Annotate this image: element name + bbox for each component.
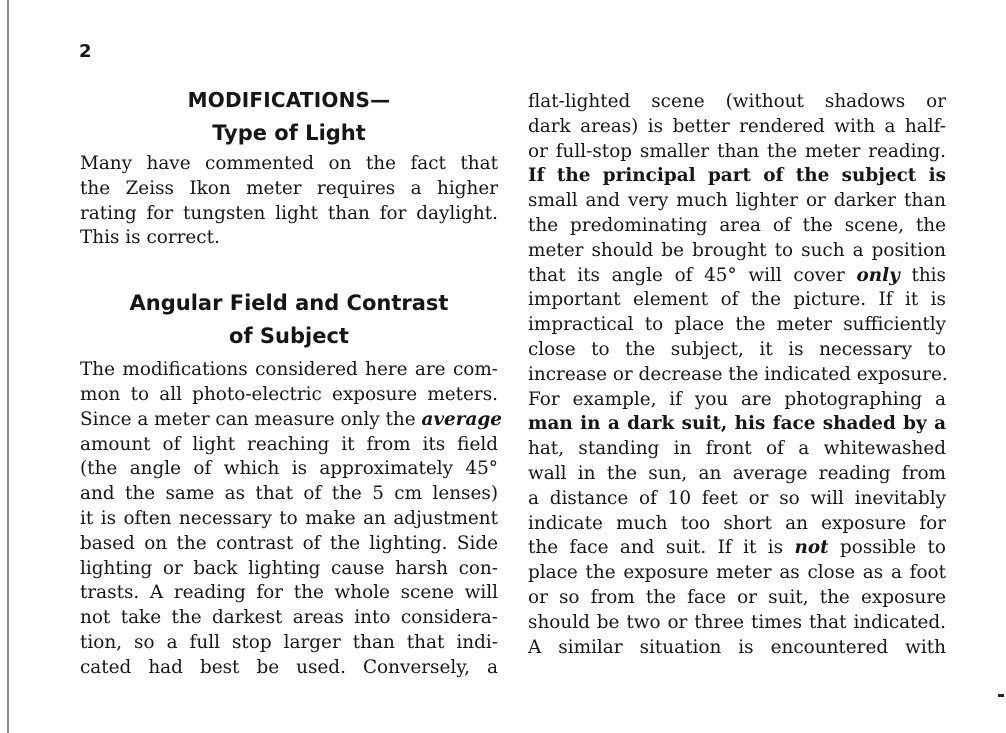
text-run: possible to (828, 537, 946, 559)
text-line-bold: man in a dark suit, his face shaded by a (528, 413, 946, 435)
text-line: The modifications considered here are com- (80, 359, 498, 381)
text-line: meter should be brought to such a position (528, 239, 946, 261)
text-line: trasts. A reading for the whole scene will (80, 582, 498, 604)
text-line: not take the darkest areas into considera- (80, 607, 498, 629)
left-column (80, 84, 502, 681)
text-line: indicate much too short an exposure for (528, 512, 946, 534)
text-run: this (899, 264, 946, 286)
text-line: impractical to place the meter sufficiently (528, 314, 946, 336)
text-line: and the same as that of the 5 cm lenses) (80, 483, 498, 505)
text-line-bold: If the principal part of the subject is (528, 165, 946, 187)
text-line: (the angle of which is approximately 45° (80, 458, 498, 480)
emphasized-word: average (421, 408, 502, 430)
text-line: flat-lighted scene (without shadows or (528, 91, 946, 112)
text-line: wall in the sun, an average reading from (528, 462, 946, 484)
text-line: the Zeiss Ikon meter requires a higher (80, 177, 498, 199)
paragraph-continuation (528, 90, 946, 660)
scan-corner-mark (998, 694, 1004, 697)
text-line (528, 264, 946, 289)
text-line: A similar situation is encountered with (528, 636, 946, 658)
text-line: amount of light reaching it from its field (80, 433, 498, 455)
text-line: or so from the face or suit, the exposure (528, 586, 946, 608)
text-line: close to the subject, it is necessary to (528, 338, 946, 360)
emphasized-word: only (856, 264, 900, 286)
text-line: mon to all photo-electric exposure meters. (80, 383, 498, 405)
section-heading-angular-field: Angular Field and Contrast (129, 291, 449, 316)
text-line: dark areas) is better rendered with a half- (528, 115, 946, 137)
text-run: that its angle of 45° will cover (528, 264, 857, 286)
paragraph-modifications (80, 358, 502, 680)
text-line: rating for tungsten light than for daylight. (80, 202, 498, 224)
text-line: small and very much lighter or darker than (528, 190, 946, 212)
scan-page-edge (7, 0, 9, 733)
text-run: Since a meter can measure only the (80, 408, 422, 430)
paragraph-light-rating (80, 152, 498, 251)
right-column (528, 90, 946, 660)
text-line: based on the contrast of the lighting. Side (80, 532, 498, 554)
text-line: or full-stop smaller than the meter reading. (528, 140, 946, 162)
section-heading: MODIFICATIONS— (187, 88, 391, 112)
emphasized-word: not (794, 537, 829, 559)
text-line: important element of the picture. If it is (528, 289, 946, 311)
text-line: the predominating area of the scene, the (528, 214, 946, 236)
section-subheading: Type of Light (212, 121, 366, 145)
text-line: it is often necessary to make an adjustment (80, 507, 498, 529)
text-line: For example, if you are photographing a (528, 388, 946, 410)
text-line: This is correct. (80, 227, 220, 249)
text-line: Many have commented on the fact that (80, 153, 498, 174)
text-run: the face and suit. If it is (528, 537, 795, 559)
text-line: hat, standing in front of a whitewashed (528, 438, 946, 460)
text-line: place the exposure meter as close as a foot (528, 562, 946, 584)
text-line (528, 536, 946, 561)
page-number: 2 (79, 41, 92, 62)
text-line (80, 408, 502, 433)
text-line: a distance of 10 feet or so will inevitably (528, 487, 946, 509)
text-line: tion, so a full stop larger than that indi- (80, 631, 498, 653)
text-line: should be two or three times that indicated. (528, 611, 946, 633)
text-line: lighting or back lighting cause harsh con- (80, 557, 498, 579)
text-line: cated had best be used. Conversely, a (80, 656, 498, 678)
section-heading-of-subject: of Subject (229, 324, 349, 349)
text-line: increase or decrease the indicated exposure. (528, 363, 948, 385)
